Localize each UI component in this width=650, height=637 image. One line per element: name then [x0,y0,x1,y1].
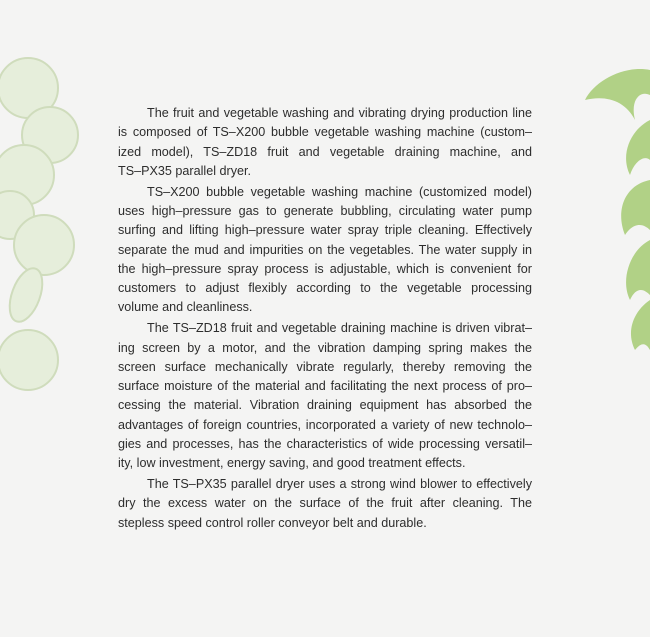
cucumber-slices-decoration [0,55,90,395]
text-line: TS–PX35 parallel dryer. [118,163,252,178]
text-line: surface moisture of the material and facilitating the next process of pro– [118,379,532,394]
text-line: surfing and lifting high–pressure water spray triple cleaning. Effectively [118,223,532,238]
paragraph-overview [118,104,532,181]
text-line: gies and processes, has the characteristics of wide processing versatil– [118,437,532,452]
paragraph-draining-machine [118,319,532,473]
parsley-leaves-decoration [575,60,650,360]
text-line: dry the excess water on the surface of the fruit after cleaning. The [118,496,532,511]
text-line: uses high–pressure gas to generate bubbling, circulating water pump [118,203,532,218]
document-body [118,104,532,535]
text-line: the high–pressure spray process is adjustable, which is convenient for [118,261,532,276]
text-line: volume and cleanliness. [118,300,253,315]
paragraph-washing-machine [118,183,532,318]
paragraph-dryer [118,475,532,533]
text-line: is composed of TS–X200 bubble vegetable washing machine (custom– [118,125,532,140]
text-line: TS–X200 bubble vegetable washing machine (customized model) [147,184,532,199]
text-line: The TS–PX35 parallel dryer uses a strong wind blower to effectively [147,477,532,492]
text-line: ized model), TS–ZD18 fruit and vegetable draining machine, and [118,144,532,159]
text-line: The TS–ZD18 fruit and vegetable draining machine is driven vibrat– [147,321,532,336]
text-line: The fruit and vegetable washing and vibrating drying production line [147,106,532,120]
text-line: separate the mud and impurities on the vegetables. The water supply in [118,242,532,257]
text-line: stepless speed control roller conveyor belt and durable. [118,515,427,530]
text-line: ity, low investment, energy saving, and good treatment effects. [118,456,466,471]
text-line: advantages of foreign countries, incorporated a variety of new technolo– [118,417,532,432]
text-line: ing screen by a motor, and the vibration damping spring makes the [118,340,532,355]
text-line: customers to adjust flexibly according to the vegetable processing [118,281,532,296]
text-line: screen surface mechanically vibrate regularly, thereby removing the [118,359,532,374]
text-line: cessing the material. Vibration draining equipment has absorbed the [118,398,532,413]
